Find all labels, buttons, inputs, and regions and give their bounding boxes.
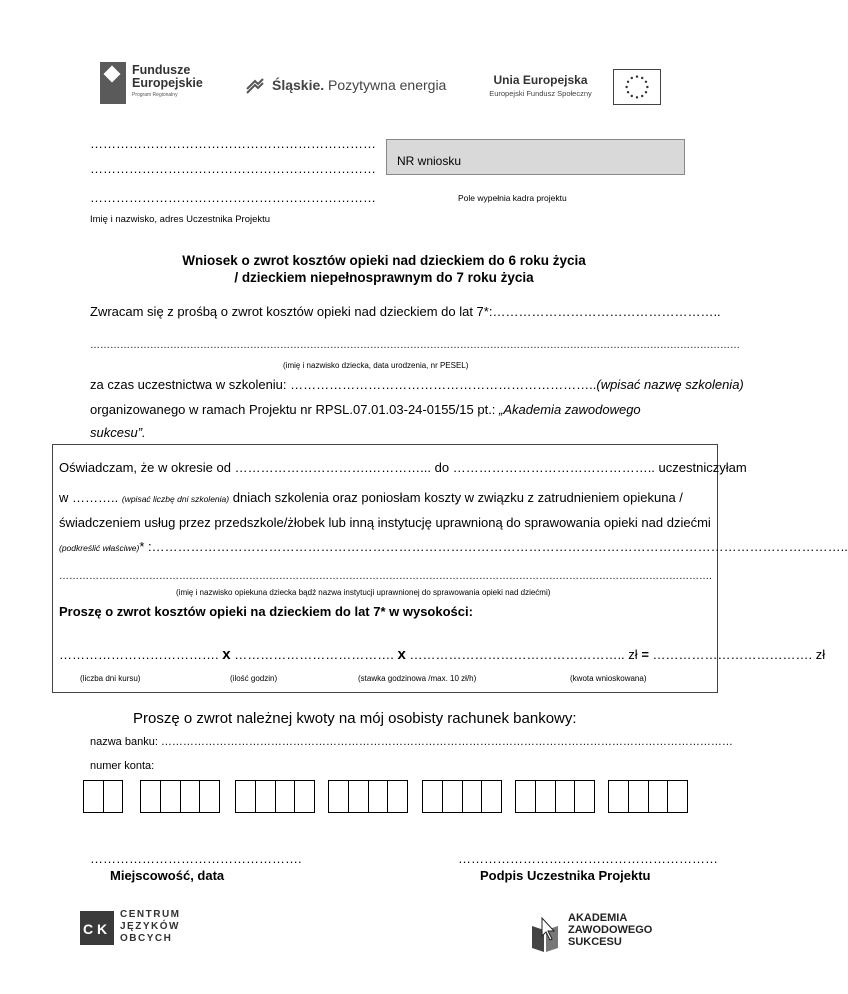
centrum-jezykow-obcych-logo (80, 908, 181, 948)
caregiver-dots-field[interactable]: ……………………………………………………………………………………………………………………………………………………………………………. (59, 571, 712, 582)
account-group-6[interactable] (515, 780, 595, 813)
child-dots-field[interactable]: …………………………………………………………………………………………………………………………………………………………………………… (90, 340, 740, 351)
project-text: organizowanego w ramach Projektu nr RPSL.07.01.03-24-0155/15 pt.: (90, 402, 500, 417)
caption-days: (liczba dni kursu) (80, 674, 141, 683)
statement-line-2-rest: dniach szkolenia oraz poniosłam koszty w związku z zatrudnieniem opiekuna / (232, 490, 683, 505)
form-title-line1: Wniosek o zwrot kosztów opieki nad dzieckiem do 6 roku życia (182, 253, 586, 268)
slaskie-tagline: Pozytywna energia (328, 77, 447, 93)
hours-field[interactable]: ………………………………. (234, 647, 394, 662)
project-name-1: „Akademia zawodowego (499, 402, 641, 417)
statement-line-2 (59, 490, 683, 505)
underline-hint: (podkreślić właściwe) (59, 543, 140, 553)
amount-formula (59, 646, 825, 663)
fe-line1: Fundusze (132, 63, 191, 77)
training-text: za czas uczestnictwa w szkoleniu: …………………………………………………………….. (90, 377, 597, 392)
account-group-3[interactable] (235, 780, 315, 813)
place-date-field[interactable]: …………………………………………. (90, 851, 302, 866)
days-field[interactable]: w ……….. (59, 490, 119, 505)
statement-line-4 (59, 539, 848, 554)
eu-logo-text (478, 73, 603, 98)
applicant-caption: Imię i nazwisko, adres Uczestnika Projektu (90, 214, 271, 225)
ckj-line1: CENTRUM (120, 909, 181, 920)
account-group-4[interactable] (328, 780, 408, 813)
child-caption: (imię i nazwisko dziecka, data urodzenia, nr PESEL) (283, 361, 469, 370)
applicant-line-3[interactable]: ………………………………………………………… (90, 190, 376, 205)
nr-wniosku-box (386, 139, 685, 175)
fe-line3: Program Regionalny (132, 92, 178, 98)
caregiver-caption: (imię i nazwisko opiekuna dziecka bądź nazwa instytucji uprawnionej do sprawowania opieki nad dziećmi) (176, 588, 551, 597)
project-line (90, 402, 641, 417)
request-line: Zwracam się z prośbą o zwrot kosztów opieki nad dzieckiem do lat 7*:…………………………………………….. (90, 304, 721, 319)
account-group-2[interactable] (140, 780, 220, 813)
az-line1: AKADEMIA (568, 912, 628, 924)
nr-note: Pole wypełnia kadra projektu (458, 193, 567, 203)
multiply-sign-2: x (397, 646, 406, 663)
training-hint: (wpisać nazwę szkolenia) (596, 377, 744, 392)
days-hint: (wpisać liczbę dni szkolenia) (121, 494, 230, 504)
fe-star-icon (100, 62, 126, 104)
book-cursor-icon (530, 916, 560, 954)
total-field[interactable]: ………………………………. (652, 647, 813, 662)
slaskie-brand: Śląskie. (272, 77, 325, 93)
statement-line-1: Oświadczam, że w okresie od ………………………….…………... do ……………………………………….. uczestniczyłam (59, 460, 747, 475)
account-label: numer konta: (90, 760, 155, 772)
eu-title: Unia Europejska (493, 73, 588, 87)
caption-rate: (stawka godzinowa /max. 10 zł/h) (358, 674, 477, 683)
az-line2: ZAWODOWEGO (568, 924, 653, 936)
amount-heading: Proszę o zwrot kosztów opieki na dzieckiem do lat 7* w wysokości: (59, 604, 473, 619)
nr-label: NR wniosku (397, 154, 462, 168)
place-date-label: Miejscowość, data (110, 868, 225, 883)
caregiver-field[interactable]: * :…………………………………………………………………………………………………………………………………………….. (139, 539, 848, 554)
currency-1: zł (628, 647, 638, 662)
rate-field[interactable]: ………………………………………….. (409, 647, 625, 662)
cjo-mark-icon: C K (80, 911, 114, 945)
account-group-1[interactable] (83, 780, 123, 813)
statement-line-3: świadczeniem usług przez przedszkole/żłobek lub inną instytucję uprawnioną do sprawowania opieki nad dziećmi (59, 515, 711, 530)
ckj-line2: JĘZYKÓW (120, 921, 180, 932)
signature-label: Podpis Uczestnika Projektu (480, 868, 651, 883)
fundusze-europejskie-logo (100, 62, 220, 106)
currency-2: zł (815, 647, 826, 662)
ckj-line3: OBCYCH (120, 933, 173, 944)
account-group-5[interactable] (422, 780, 502, 813)
fe-line2: Europejskie (132, 76, 203, 90)
akademia-zawodowego-sukcesu-logo (530, 912, 690, 957)
equals-sign: = (641, 647, 649, 662)
multiply-sign-1: x (222, 646, 231, 663)
caption-total: (kwota wnioskowana) (570, 674, 647, 683)
eu-flag-icon (613, 69, 661, 105)
eu-subtitle: Europejski Fundusz Społeczny (489, 89, 592, 98)
slaskie-wave-icon (245, 77, 265, 95)
az-line3: SUKCESU (568, 936, 622, 948)
applicant-line-2[interactable]: ………………………………………………………… (90, 161, 376, 176)
applicant-line-1[interactable]: ………………………………………………………… (90, 136, 376, 151)
training-line (90, 377, 744, 392)
caption-hours: (ilość godzin) (230, 674, 278, 683)
form-title-line2: / dzieckiem niepełnosprawnym do 7 roku życia (234, 270, 534, 285)
bank-name-field[interactable]: nazwa banku: ………………………………………………………………………………………………………………………………………… (90, 736, 733, 748)
project-name-2: sukcesu”. (90, 425, 146, 440)
days-count-field[interactable]: ………………………………. (59, 647, 219, 662)
account-group-7[interactable] (608, 780, 688, 813)
signature-field[interactable]: …………………………………………………… (458, 851, 718, 866)
bank-heading: Proszę o zwrot należnej kwoty na mój osobisty rachunek bankowy: (133, 710, 577, 727)
